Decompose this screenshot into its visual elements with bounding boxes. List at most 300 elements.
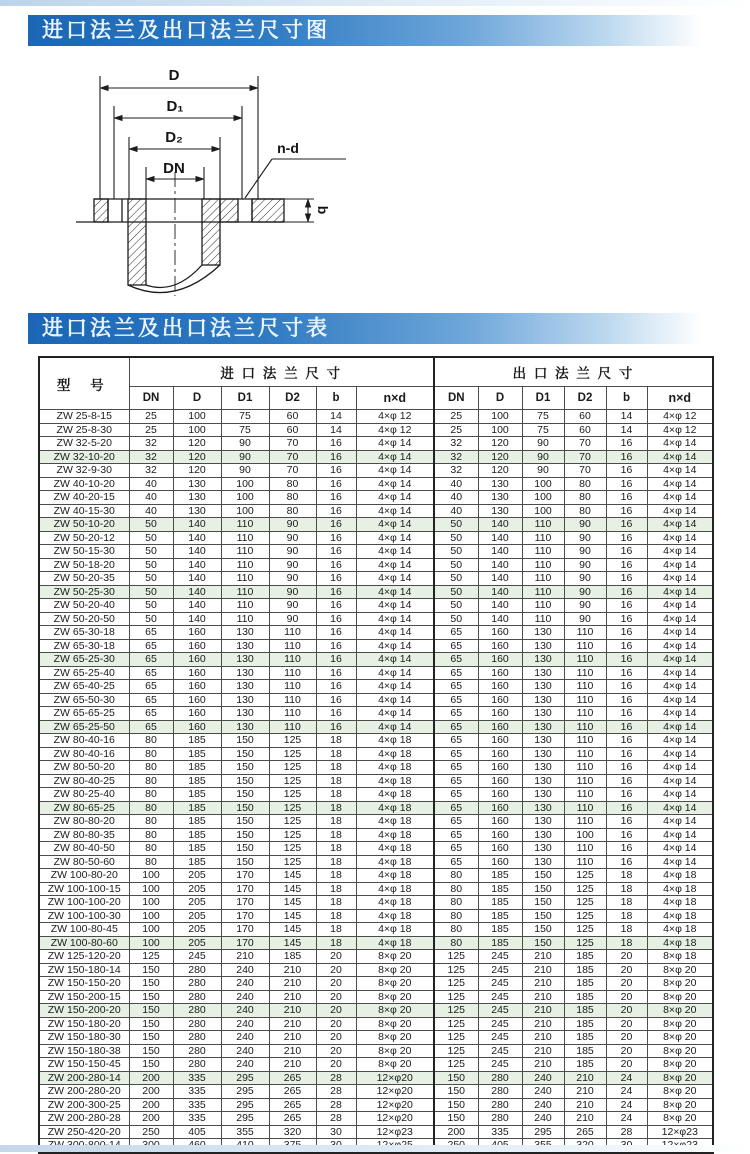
cell-import-value: 125 (269, 747, 316, 761)
cell-model: ZW 80-80-20 (39, 815, 129, 829)
cell-import-value: 205 (173, 869, 221, 883)
cell-import-value: 130 (173, 491, 221, 505)
cell-import-value: 16 (316, 518, 356, 532)
cell-export-value: 150 (434, 1085, 478, 1099)
cell-import-value: 280 (173, 990, 221, 1004)
cell-import-value: 18 (316, 923, 356, 937)
cell-import-value: 205 (173, 936, 221, 950)
table-row (39, 923, 713, 937)
cell-import-value: 150 (221, 788, 269, 802)
cell-import-value: 18 (316, 896, 356, 910)
cell-import-value: 4×φ 14 (356, 666, 434, 680)
cell-import-value: 60 (269, 423, 316, 437)
cell-export-value: 16 (606, 612, 647, 626)
cell-export-value: 4×φ 14 (647, 666, 713, 680)
cell-export-value: 245 (478, 977, 522, 991)
cell-export-value: 245 (478, 1017, 522, 1031)
cell-model: ZW 200-300-25 (39, 1098, 129, 1112)
cell-model: ZW 65-50-30 (39, 693, 129, 707)
cell-export-value: 32 (434, 464, 478, 478)
cell-export-value: 210 (522, 1017, 564, 1031)
cell-export-value: 4×φ 14 (647, 558, 713, 572)
cell-export-value: 18 (606, 869, 647, 883)
cell-import-value: 100 (129, 869, 173, 883)
cell-import-value: 16 (316, 626, 356, 640)
cell-export-value: 65 (434, 774, 478, 788)
cell-import-value: 130 (221, 707, 269, 721)
cell-export-value: 140 (478, 572, 522, 586)
table-row (39, 1004, 713, 1018)
cell-export-value: 185 (564, 950, 606, 964)
cell-export-value: 32 (434, 450, 478, 464)
cell-export-value: 125 (564, 869, 606, 883)
cell-export-value: 245 (478, 1058, 522, 1072)
cell-export-value: 4×φ 18 (647, 923, 713, 937)
cell-export-value: 120 (478, 437, 522, 451)
cell-import-value: 110 (269, 693, 316, 707)
cell-import-value: 110 (269, 666, 316, 680)
cell-import-value: 265 (269, 1112, 316, 1126)
cell-export-value: 185 (564, 963, 606, 977)
cell-import-value: 8×φ 20 (356, 1058, 434, 1072)
cell-export-value: 4×φ 14 (647, 707, 713, 721)
cell-export-value: 90 (564, 531, 606, 545)
cell-export-value: 110 (522, 612, 564, 626)
cell-import-value: 4×φ 18 (356, 855, 434, 869)
cell-import-value: 185 (173, 747, 221, 761)
cell-import-value: 210 (269, 990, 316, 1004)
cell-export-value: 160 (478, 693, 522, 707)
cell-import-value: 100 (129, 909, 173, 923)
cell-export-value: 160 (478, 680, 522, 694)
cell-import-value: 18 (316, 909, 356, 923)
flange-table-body (39, 410, 713, 1153)
cell-export-value: 25 (434, 410, 478, 424)
cell-export-value: 125 (434, 1044, 478, 1058)
cell-import-value: 240 (221, 1017, 269, 1031)
cell-import-value: 90 (269, 599, 316, 613)
cell-export-value: 335 (478, 1125, 522, 1139)
cell-model: ZW 80-40-50 (39, 842, 129, 856)
cell-export-value: 140 (478, 612, 522, 626)
table-row (39, 477, 713, 491)
cell-import-value: 280 (173, 1044, 221, 1058)
dim-label-DN: DN (163, 160, 185, 177)
cell-import-value: 18 (316, 882, 356, 896)
cell-import-value: 4×φ 18 (356, 936, 434, 950)
cell-export-value: 210 (522, 950, 564, 964)
cell-model: ZW 50-20-40 (39, 599, 129, 613)
cell-export-value: 130 (522, 626, 564, 640)
cell-export-value: 20 (606, 977, 647, 991)
cell-model: ZW 100-80-20 (39, 869, 129, 883)
cell-import-value: 40 (129, 491, 173, 505)
cell-export-value: 210 (522, 1044, 564, 1058)
dim-label-D1: D₁ (166, 98, 184, 115)
cell-export-value: 110 (564, 666, 606, 680)
cell-model: ZW 100-100-30 (39, 909, 129, 923)
table-row (39, 1112, 713, 1126)
cell-import-value: 110 (221, 518, 269, 532)
cell-import-value: 110 (221, 585, 269, 599)
cell-export-value: 110 (522, 531, 564, 545)
cell-export-value: 4×φ 18 (647, 896, 713, 910)
cell-export-value: 125 (434, 1031, 478, 1045)
cell-import-value: 90 (269, 545, 316, 559)
cell-import-value: 145 (269, 923, 316, 937)
cell-export-value: 24 (606, 1085, 647, 1099)
table-row (39, 774, 713, 788)
cell-export-value: 120 (478, 464, 522, 478)
cell-import-value: 18 (316, 788, 356, 802)
cell-export-value: 80 (434, 909, 478, 923)
cell-export-value: 130 (478, 491, 522, 505)
cell-import-value: 20 (316, 1058, 356, 1072)
cell-import-value: 4×φ 18 (356, 734, 434, 748)
cell-import-value: 80 (269, 504, 316, 518)
cell-export-value: 50 (434, 518, 478, 532)
table-row (39, 882, 713, 896)
cell-import-value: 65 (129, 626, 173, 640)
cell-export-value: 80 (434, 923, 478, 937)
cell-import-value: 150 (129, 1058, 173, 1072)
cell-import-value: 90 (269, 585, 316, 599)
cell-import-value: 65 (129, 653, 173, 667)
cell-import-value: 16 (316, 450, 356, 464)
cell-export-value: 65 (434, 815, 478, 829)
cell-import-value: 4×φ 14 (356, 558, 434, 572)
table-group-header-row (39, 357, 713, 387)
cell-import-value: 4×φ 14 (356, 531, 434, 545)
page-bottom-strip (0, 1145, 750, 1152)
cell-export-value: 265 (564, 1125, 606, 1139)
cell-import-value: 16 (316, 599, 356, 613)
table-row (39, 707, 713, 721)
cell-export-value: 80 (434, 936, 478, 950)
cell-export-value: 100 (478, 423, 522, 437)
cell-import-value: 50 (129, 531, 173, 545)
table-row (39, 747, 713, 761)
cell-import-value: 4×φ 14 (356, 504, 434, 518)
cell-import-value: 8×φ 20 (356, 950, 434, 964)
cell-export-value: 110 (564, 639, 606, 653)
cell-import-value: 210 (269, 1017, 316, 1031)
cell-import-value: 100 (221, 477, 269, 491)
cell-export-value: 80 (434, 896, 478, 910)
cell-import-value: 40 (129, 504, 173, 518)
cell-export-value: 210 (564, 1112, 606, 1126)
cell-import-value: 185 (173, 774, 221, 788)
cell-export-value: 120 (478, 450, 522, 464)
cell-import-value: 160 (173, 720, 221, 734)
cell-import-value: 125 (269, 788, 316, 802)
cell-export-value: 160 (478, 801, 522, 815)
cell-export-value: 110 (564, 720, 606, 734)
cell-export-value: 14 (606, 410, 647, 424)
flange-cross-section-drawing (62, 52, 492, 298)
cell-import-value: 75 (221, 423, 269, 437)
cell-import-value: 335 (173, 1071, 221, 1085)
cell-import-value: 8×φ 20 (356, 1004, 434, 1018)
cell-export-value: 160 (478, 788, 522, 802)
column-header-export-d1: D1 (522, 387, 564, 410)
cell-export-value: 16 (606, 680, 647, 694)
cell-import-value: 40 (129, 477, 173, 491)
cell-export-value: 65 (434, 720, 478, 734)
cell-export-value: 40 (434, 477, 478, 491)
cell-import-value: 4×φ 18 (356, 788, 434, 802)
cell-model: ZW 50-18-20 (39, 558, 129, 572)
cell-export-value: 125 (434, 1058, 478, 1072)
cell-import-value: 4×φ 14 (356, 477, 434, 491)
cell-import-value: 150 (129, 1031, 173, 1045)
cell-import-value: 18 (316, 815, 356, 829)
table-row (39, 410, 713, 424)
column-header-import-d1: D1 (221, 387, 269, 410)
cell-import-value: 4×φ 14 (356, 653, 434, 667)
table-row (39, 801, 713, 815)
cell-export-value: 80 (564, 477, 606, 491)
cell-import-value: 200 (129, 1085, 173, 1099)
cell-import-value: 4×φ 18 (356, 828, 434, 842)
cell-model: ZW 50-15-30 (39, 545, 129, 559)
cell-import-value: 20 (316, 1004, 356, 1018)
cell-model: ZW 40-10-20 (39, 477, 129, 491)
column-header-model: 型 号 (39, 357, 129, 410)
cell-export-value: 90 (564, 572, 606, 586)
cell-import-value: 210 (269, 1044, 316, 1058)
cell-export-value: 4×φ 18 (647, 936, 713, 950)
cell-export-value: 210 (564, 1098, 606, 1112)
cell-import-value: 140 (173, 572, 221, 586)
cell-export-value: 16 (606, 801, 647, 815)
cell-import-value: 185 (173, 842, 221, 856)
cell-import-value: 28 (316, 1098, 356, 1112)
table-row (39, 761, 713, 775)
cell-export-value: 16 (606, 761, 647, 775)
cell-import-value: 70 (269, 437, 316, 451)
cell-import-value: 18 (316, 747, 356, 761)
cell-import-value: 145 (269, 869, 316, 883)
cell-import-value: 240 (221, 990, 269, 1004)
cell-export-value: 125 (434, 1017, 478, 1031)
table-row (39, 1085, 713, 1099)
cell-import-value: 32 (129, 437, 173, 451)
cell-import-value: 150 (221, 747, 269, 761)
cell-export-value: 125 (434, 1004, 478, 1018)
cell-import-value: 90 (269, 531, 316, 545)
cell-export-value: 125 (434, 977, 478, 991)
cell-import-value: 170 (221, 896, 269, 910)
cell-model: ZW 65-30-18 (39, 639, 129, 653)
cell-export-value: 125 (434, 963, 478, 977)
cell-export-value: 150 (522, 936, 564, 950)
cell-import-value: 18 (316, 774, 356, 788)
diagram-section-title-bar (28, 15, 702, 46)
cell-import-value: 185 (269, 950, 316, 964)
cell-import-value: 12×φ23 (356, 1125, 434, 1139)
cell-export-value: 140 (478, 558, 522, 572)
cell-export-value: 4×φ 14 (647, 491, 713, 505)
cell-export-value: 65 (434, 626, 478, 640)
cell-export-value: 200 (434, 1125, 478, 1139)
cell-export-value: 25 (434, 423, 478, 437)
cell-import-value: 150 (129, 1004, 173, 1018)
cell-import-value: 125 (269, 734, 316, 748)
cell-export-value: 130 (522, 707, 564, 721)
cell-export-value: 125 (564, 909, 606, 923)
table-row (39, 1071, 713, 1085)
cell-import-value: 205 (173, 896, 221, 910)
cell-export-value: 110 (564, 653, 606, 667)
table-row (39, 666, 713, 680)
cell-import-value: 4×φ 18 (356, 896, 434, 910)
cell-export-value: 60 (564, 423, 606, 437)
cell-import-value: 280 (173, 1004, 221, 1018)
cell-import-value: 335 (173, 1085, 221, 1099)
cell-import-value: 20 (316, 977, 356, 991)
cell-import-value: 18 (316, 828, 356, 842)
cell-export-value: 110 (564, 801, 606, 815)
cell-import-value: 50 (129, 518, 173, 532)
cell-import-value: 4×φ 14 (356, 464, 434, 478)
cell-model: ZW 32-9-30 (39, 464, 129, 478)
column-header-export-d: D (478, 387, 522, 410)
cell-import-value: 125 (269, 761, 316, 775)
cell-import-value: 50 (129, 599, 173, 613)
cell-model: ZW 150-180-30 (39, 1031, 129, 1045)
cell-import-value: 100 (129, 923, 173, 937)
cell-export-value: 130 (522, 828, 564, 842)
column-header-import-b: b (316, 387, 356, 410)
cell-import-value: 335 (173, 1112, 221, 1126)
cell-export-value: 160 (478, 761, 522, 775)
cell-import-value: 240 (221, 1058, 269, 1072)
cell-export-value: 110 (522, 558, 564, 572)
cell-model: ZW 32-10-20 (39, 450, 129, 464)
cell-model: ZW 65-25-40 (39, 666, 129, 680)
cell-export-value: 240 (522, 1085, 564, 1099)
cell-export-value: 245 (478, 963, 522, 977)
cell-import-value: 50 (129, 558, 173, 572)
cell-import-value: 150 (221, 842, 269, 856)
cell-export-value: 16 (606, 720, 647, 734)
cell-export-value: 210 (564, 1085, 606, 1099)
cell-import-value: 4×φ 14 (356, 693, 434, 707)
cell-import-value: 160 (173, 693, 221, 707)
cell-import-value: 185 (173, 788, 221, 802)
cell-export-value: 150 (522, 869, 564, 883)
cell-import-value: 8×φ 20 (356, 990, 434, 1004)
cell-export-value: 245 (478, 1031, 522, 1045)
cell-export-value: 160 (478, 828, 522, 842)
cell-import-value: 110 (269, 653, 316, 667)
cell-export-value: 125 (564, 936, 606, 950)
cell-import-value: 80 (269, 477, 316, 491)
table-row (39, 612, 713, 626)
cell-export-value: 160 (478, 842, 522, 856)
cell-model: ZW 65-30-18 (39, 626, 129, 640)
cell-import-value: 245 (173, 950, 221, 964)
cell-export-value: 110 (564, 707, 606, 721)
cell-export-value: 280 (478, 1085, 522, 1099)
cell-export-value: 110 (522, 572, 564, 586)
cell-export-value: 160 (478, 815, 522, 829)
cell-export-value: 40 (434, 491, 478, 505)
cell-model: ZW 25-8-30 (39, 423, 129, 437)
cell-export-value: 16 (606, 450, 647, 464)
cell-import-value: 280 (173, 1031, 221, 1045)
cell-model: ZW 80-50-20 (39, 761, 129, 775)
cell-import-value: 28 (316, 1085, 356, 1099)
cell-import-value: 160 (173, 707, 221, 721)
hub-right-wall-section (202, 199, 220, 265)
cell-export-value: 140 (478, 518, 522, 532)
cell-export-value: 110 (564, 626, 606, 640)
cell-import-value: 12×φ20 (356, 1071, 434, 1085)
cell-export-value: 16 (606, 477, 647, 491)
cell-export-value: 130 (522, 734, 564, 748)
cell-export-value: 80 (564, 504, 606, 518)
cell-import-value: 50 (129, 572, 173, 586)
cell-export-value: 8×φ 20 (647, 1031, 713, 1045)
cell-model: ZW 50-20-50 (39, 612, 129, 626)
table-row (39, 518, 713, 532)
cell-export-value: 16 (606, 774, 647, 788)
cell-export-value: 160 (478, 626, 522, 640)
cell-import-value: 150 (221, 774, 269, 788)
cell-export-value: 100 (564, 828, 606, 842)
cell-import-value: 125 (269, 855, 316, 869)
cell-import-value: 16 (316, 693, 356, 707)
cell-import-value: 20 (316, 963, 356, 977)
cell-import-value: 4×φ 18 (356, 842, 434, 856)
cell-import-value: 20 (316, 1017, 356, 1031)
cell-import-value: 30 (316, 1125, 356, 1139)
cell-export-value: 4×φ 14 (647, 504, 713, 518)
cell-export-value: 4×φ 14 (647, 437, 713, 451)
diagram-section-title: 进口法兰及出口法兰尺寸图 (42, 18, 330, 42)
cell-export-value: 130 (522, 842, 564, 856)
cell-model: ZW 50-10-20 (39, 518, 129, 532)
table-row (39, 828, 713, 842)
cell-export-value: 28 (606, 1125, 647, 1139)
cell-import-value: 16 (316, 464, 356, 478)
cell-export-value: 110 (522, 585, 564, 599)
cell-export-value: 4×φ 14 (647, 518, 713, 532)
cell-import-value: 210 (269, 1031, 316, 1045)
cell-import-value: 16 (316, 720, 356, 734)
cell-export-value: 16 (606, 842, 647, 856)
page-top-strip (0, 0, 750, 6)
table-row (39, 450, 713, 464)
cell-import-value: 240 (221, 977, 269, 991)
cell-export-value: 16 (606, 585, 647, 599)
cell-export-value: 8×φ 20 (647, 990, 713, 1004)
cell-export-value: 110 (564, 680, 606, 694)
cell-import-value: 100 (129, 896, 173, 910)
cell-import-value: 16 (316, 639, 356, 653)
cell-export-value: 90 (564, 545, 606, 559)
cell-import-value: 280 (173, 977, 221, 991)
cell-export-value: 18 (606, 909, 647, 923)
cell-import-value: 4×φ 18 (356, 801, 434, 815)
cell-import-value: 18 (316, 869, 356, 883)
cell-import-value: 4×φ 12 (356, 410, 434, 424)
cell-import-value: 80 (129, 801, 173, 815)
cell-export-value: 50 (434, 531, 478, 545)
cell-export-value: 16 (606, 558, 647, 572)
